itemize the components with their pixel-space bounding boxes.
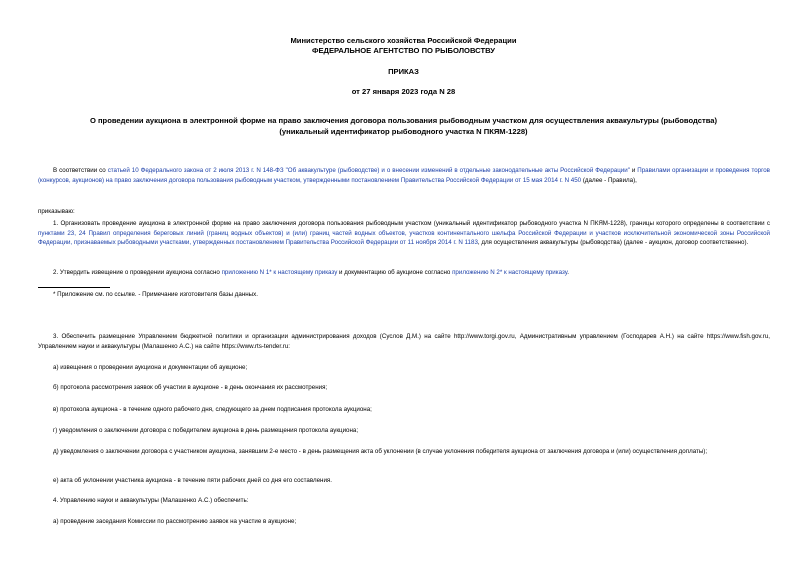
item-1-paragraph bbox=[38, 219, 770, 248]
appendix-1-link[interactable]: приложению N 1* к настоящему приказу bbox=[221, 269, 338, 276]
item-1-text-2: , для осуществления аквакультуры (рыбоводства) (далее - аукцион, договор соответственно). bbox=[477, 239, 749, 247]
sub-item-e: е) акта об уклонении участника аукциона - в течение пяти рабочих дней со дня его составления. bbox=[53, 477, 332, 484]
orders-word: приказываю: bbox=[38, 208, 75, 215]
preamble-text-3: (далее - Правила), bbox=[581, 176, 637, 184]
item-1-text-1: 1. Организовать проведение аукциона в электронной форме на право заключения договора пользования рыбоводным участком (уникальный идентификатор рыбоводного участка N ПКЯМ-1228), границы которого определены в соответствии с bbox=[53, 220, 770, 227]
item-4a: а) проведение заседания Комиссии по рассмотрению заявок на участие в аукционе; bbox=[53, 518, 297, 525]
sub-item-a: а) извещения о проведении аукциона и документации об аукционе; bbox=[53, 364, 248, 371]
item-2-text-2: и документацию об аукционе согласно bbox=[337, 269, 453, 276]
sub-item-d: д) уведомления о заключении договора с участником аукциона, занявшим 2-е место - в день размещения акта об уклонении (в случае уклонения победителя аукциона от заключения договора и (или) осуществления доплаты); bbox=[53, 448, 708, 455]
item-3-paragraph: 3. Обеспечить размещение Управлением бюджетной политики и организации администрирования доходов (Суслов Д.М.) на сайте http://www.torgi.gov.ru, Административным управлением (Господарев А.Н.) на сайте https://www.fish.gov.ru, Управлением науки и аквакультуры (Малашенко А.С.) на сайте https://www.rts-tender.ru: bbox=[38, 333, 770, 350]
preamble-paragraph bbox=[38, 166, 770, 185]
item-2-text-3: . bbox=[567, 269, 569, 276]
appendix-2-link[interactable]: приложению N 2* к настоящему приказу bbox=[452, 269, 568, 276]
document-title: О проведении аукциона в электронной форме на право заключения договора пользования рыбоводным участком для осуществления аквакультуры (рыбоводства) (уникальный идентификатор рыбоводного участка N ПКЯМ-1228) bbox=[89, 116, 718, 136]
sub-item-b: б) протокола рассмотрения заявок об участии в аукционе - в день окончания их рассмотрения; bbox=[53, 384, 328, 391]
law-article-link[interactable]: статьей 10 Федерального закона от 2 июля 2013 г. N 148-ФЗ "Об аквакультуре (рыбоводстве) и о внесении изменений в отдельные законодательные акты Российской Федерации" bbox=[107, 167, 630, 174]
preamble-text-1: В соответствии со bbox=[53, 167, 108, 174]
ministry-heading: Министерство сельского хозяйства Российской Федерации bbox=[290, 36, 517, 45]
date-line: от 27 января 2023 года N 28 bbox=[351, 87, 456, 96]
item-4-paragraph: 4. Управлению науки и аквакультуры (Малашенко А.С.) обеспечить: bbox=[53, 497, 249, 504]
rules-link[interactable]: Правилами организации и проведения торгов (конкурсов, аукционов) на право заключения договора пользования рыбоводным участком, утвержденными постановлением Правительства Российской Федерации от 15 мая 2014 г. N 450 bbox=[38, 167, 770, 184]
footnote: * Приложение см. по ссылке. - Примечание изготовителя базы данных. bbox=[53, 291, 258, 298]
boundaries-rules-link[interactable]: пунктами 23, 24 Правил определения береговых линий (границ водных объектов) и (или) границ частей водных объектов, участков континентального шельфа Российской Федерации и участков исключительной экономической зоны Российской Федерации, признаваемых рыбоводными участками, утвержденных постановлением Правительства Российской Федерации от 11 ноября 2014 г. N 1183 bbox=[38, 229, 770, 247]
item-2-paragraph bbox=[38, 268, 770, 278]
preamble-text-2: и bbox=[629, 167, 638, 174]
sub-item-g: г) уведомления о заключении договора с победителем аукциона в день размещения протокола аукциона; bbox=[53, 427, 359, 434]
agency-heading: ФЕДЕРАЛЬНОЕ АГЕНТСТВО ПО РЫБОЛОВСТВУ bbox=[312, 46, 495, 55]
doc-type-heading: ПРИКАЗ bbox=[388, 67, 419, 76]
sub-item-v: в) протокола аукциона - в течение одного рабочего дня, следующего за днем подписания протокола аукциона; bbox=[53, 406, 372, 413]
footnote-divider bbox=[38, 287, 110, 288]
item-2-text-1: 2. Утвердить извещение о проведении аукциона согласно bbox=[53, 269, 222, 276]
